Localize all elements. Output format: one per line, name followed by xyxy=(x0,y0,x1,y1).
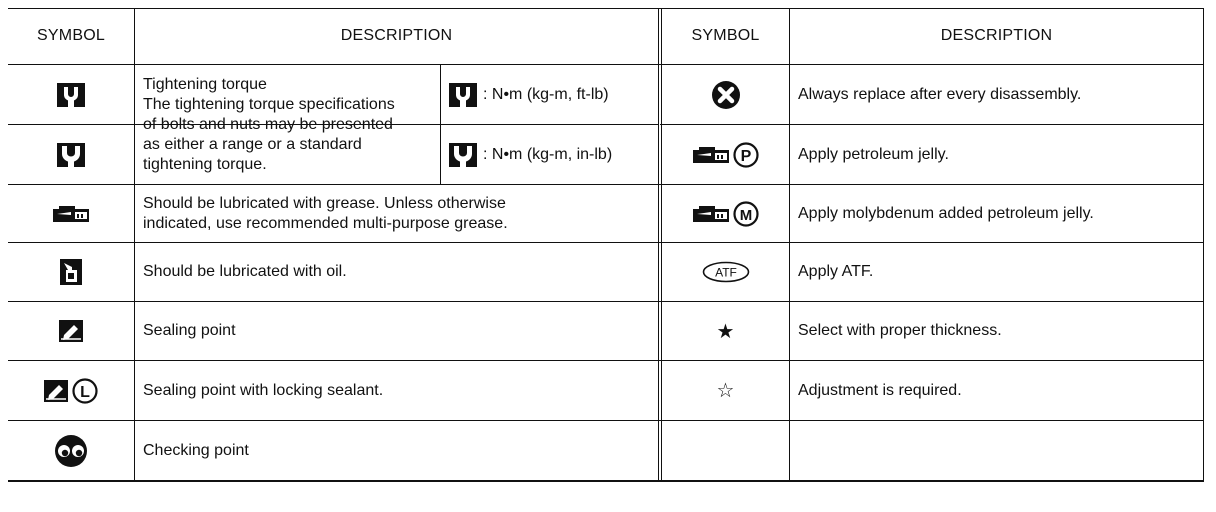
svg-text:L: L xyxy=(80,383,90,401)
svg-text:ATF: ATF xyxy=(714,265,737,280)
checking-description: Checking point xyxy=(143,441,249,459)
empty-symbol-cell xyxy=(662,421,789,480)
empty-description-cell xyxy=(790,421,1203,480)
molybdenum-description: Apply molybdenum added petroleum jelly. xyxy=(798,204,1094,222)
atf-icon xyxy=(662,243,789,301)
torque-unit-ft xyxy=(445,65,662,124)
petroleum-jelly-description: Apply petroleum jelly. xyxy=(798,145,949,163)
header-description-left: DESCRIPTION xyxy=(340,27,453,44)
torque-unit-in-text: : N•m (kg-m, in-lb) xyxy=(483,145,613,163)
grease-description xyxy=(135,185,658,242)
sealing-lock-description: Sealing point with locking sealant. xyxy=(143,381,384,399)
torque-unit-in xyxy=(445,125,662,184)
thickness-description: Select with proper thickness. xyxy=(798,322,1002,339)
torque-line: as either a range or a standard xyxy=(143,135,362,153)
sealing-description: Sealing point xyxy=(143,322,236,339)
black-star-icon: ★ xyxy=(716,320,735,343)
grease-line: indicated, use recommended multi-purpose grease. xyxy=(143,214,508,232)
svg-text:M: M xyxy=(739,206,752,224)
grease-p-icon xyxy=(662,125,789,184)
oil-description: Should be lubricated with oil. xyxy=(143,263,347,280)
header-description-right: DESCRIPTION xyxy=(940,27,1053,44)
torque-wrench-in-lb-icon xyxy=(8,125,134,184)
torque-line: tightening torque. xyxy=(143,155,267,173)
adjustment-description: Adjustment is required. xyxy=(798,381,962,399)
eyes-icon xyxy=(8,421,134,480)
grease-m-icon xyxy=(662,185,789,242)
grease-line: Should be lubricated with grease. Unless otherwise xyxy=(143,194,506,212)
torque-line: of bolts and nuts may be presented xyxy=(143,115,393,133)
torque-unit-ft-text: : N•m (kg-m, ft-lb) xyxy=(483,85,609,103)
col-divider xyxy=(440,64,441,184)
torque-description xyxy=(135,65,440,184)
torque-wrench-ft-lb-icon xyxy=(8,65,134,124)
torque-wrench-in-lb-icon xyxy=(449,143,477,167)
torque-title: Tightening torque xyxy=(143,75,267,93)
sealant-tube-icon xyxy=(8,302,134,360)
grease-gun-icon xyxy=(8,185,134,242)
table-right-border xyxy=(1203,8,1204,482)
header-symbol-right: SYMBOL xyxy=(691,27,760,44)
oil-can-icon xyxy=(8,243,134,301)
symbols-table xyxy=(8,8,1204,482)
replace-x-icon xyxy=(662,65,789,124)
table-bottom-border xyxy=(8,480,1204,482)
replace-description: Always replace after every disassembly. xyxy=(798,85,1082,103)
header-symbol-left: SYMBOL xyxy=(37,27,105,44)
svg-text:P: P xyxy=(740,147,751,165)
sealant-lock-icon xyxy=(8,361,134,420)
atf-description: Apply ATF. xyxy=(798,263,874,280)
torque-line: The tightening torque specifications xyxy=(143,95,395,113)
torque-wrench-ft-lb-icon xyxy=(449,83,477,107)
white-star-icon: ☆ xyxy=(716,380,735,402)
